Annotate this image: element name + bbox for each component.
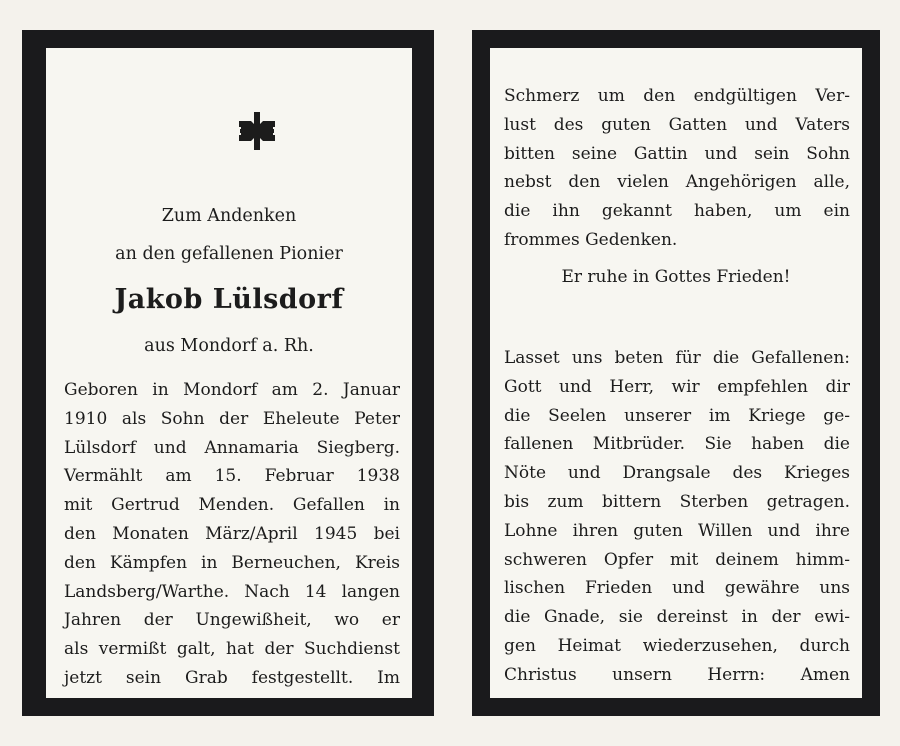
bio-line: Vermählt am 15. Februar 1938 bbox=[64, 466, 400, 487]
prayer-line: lischen Frieden und gewähre uns bbox=[504, 578, 850, 599]
dedication-line: Zum Andenken bbox=[161, 206, 297, 226]
remembrance-text bbox=[504, 82, 850, 255]
remembrance-line: Schmerz um den endgültigen Ver- bbox=[504, 86, 850, 106]
remembrance-line: die ihn gekannt haben, um ein bbox=[504, 201, 850, 222]
bio-line: den Kämpfen in Berneuchen, Kreis bbox=[64, 552, 400, 573]
left-card-inner bbox=[46, 48, 412, 698]
bio-line: 1910 als Sohn der Eheleute Peter bbox=[64, 408, 400, 429]
bio-line: Jahren der Ungewißheit, wo er bbox=[64, 610, 400, 631]
bio-line: jetzt sein Grab festgestellt. Im bbox=[64, 667, 400, 688]
iron-cross-icon bbox=[236, 110, 278, 152]
remembrance-line: nebst den vielen Angehörigen alle, bbox=[504, 172, 850, 193]
biography-text bbox=[64, 376, 400, 693]
bio-line: Lülsdorf und Annamaria Siegberg. bbox=[64, 437, 400, 458]
rank-line: an den gefallenen Pionier bbox=[115, 244, 343, 264]
prayer-line: die Seelen unserer im Kriege ge- bbox=[504, 405, 850, 426]
bio-line: Landsberg/Warthe. Nach 14 langen bbox=[64, 581, 400, 602]
prayer-line: gen Heimat wiederzusehen, durch bbox=[504, 635, 850, 656]
prayer-line: die Gnade, sie dereinst in der ewi- bbox=[504, 607, 850, 628]
prayer-line: fallenen Mitbrüder. Sie haben die bbox=[504, 434, 850, 455]
deceased-name: Jakob Lülsdorf bbox=[114, 284, 344, 315]
right-card-inner bbox=[490, 48, 862, 698]
prayer-line: Christus unsern Herrn: Amen bbox=[504, 664, 850, 685]
left-memorial-card bbox=[22, 30, 434, 716]
origin-line: aus Mondorf a. Rh. bbox=[144, 336, 314, 356]
bio-line: Geboren in Mondorf am 2. Januar bbox=[64, 380, 400, 400]
bio-line: als vermißt galt, hat der Suchdienst bbox=[64, 639, 400, 660]
bio-line: den Monaten März/April 1945 bei bbox=[64, 523, 400, 544]
prayer-line: Nöte und Drangsale des Krieges bbox=[504, 463, 850, 484]
rest-in-peace-line: Er ruhe in Gottes Frieden! bbox=[561, 267, 791, 287]
bio-line: mit Gertrud Menden. Gefallen in bbox=[64, 495, 400, 516]
prayer-text bbox=[504, 344, 850, 690]
right-memorial-card bbox=[472, 30, 880, 716]
prayer-line: Lasset uns beten für die Gefallenen: bbox=[504, 348, 850, 368]
prayer-line: Lohne ihren guten Willen und ihre bbox=[504, 520, 850, 541]
remembrance-line: bitten seine Gattin und sein Sohn bbox=[504, 143, 850, 164]
remembrance-line: lust des guten Gatten und Vaters bbox=[504, 114, 850, 135]
remembrance-line: frommes Gedenken. bbox=[504, 229, 678, 250]
prayer-line: schweren Opfer mit deinem himm- bbox=[504, 549, 850, 570]
prayer-line: bis zum bittern Sterben getragen. bbox=[504, 491, 850, 512]
prayer-line: Gott und Herr, wir empfehlen dir bbox=[504, 376, 850, 397]
